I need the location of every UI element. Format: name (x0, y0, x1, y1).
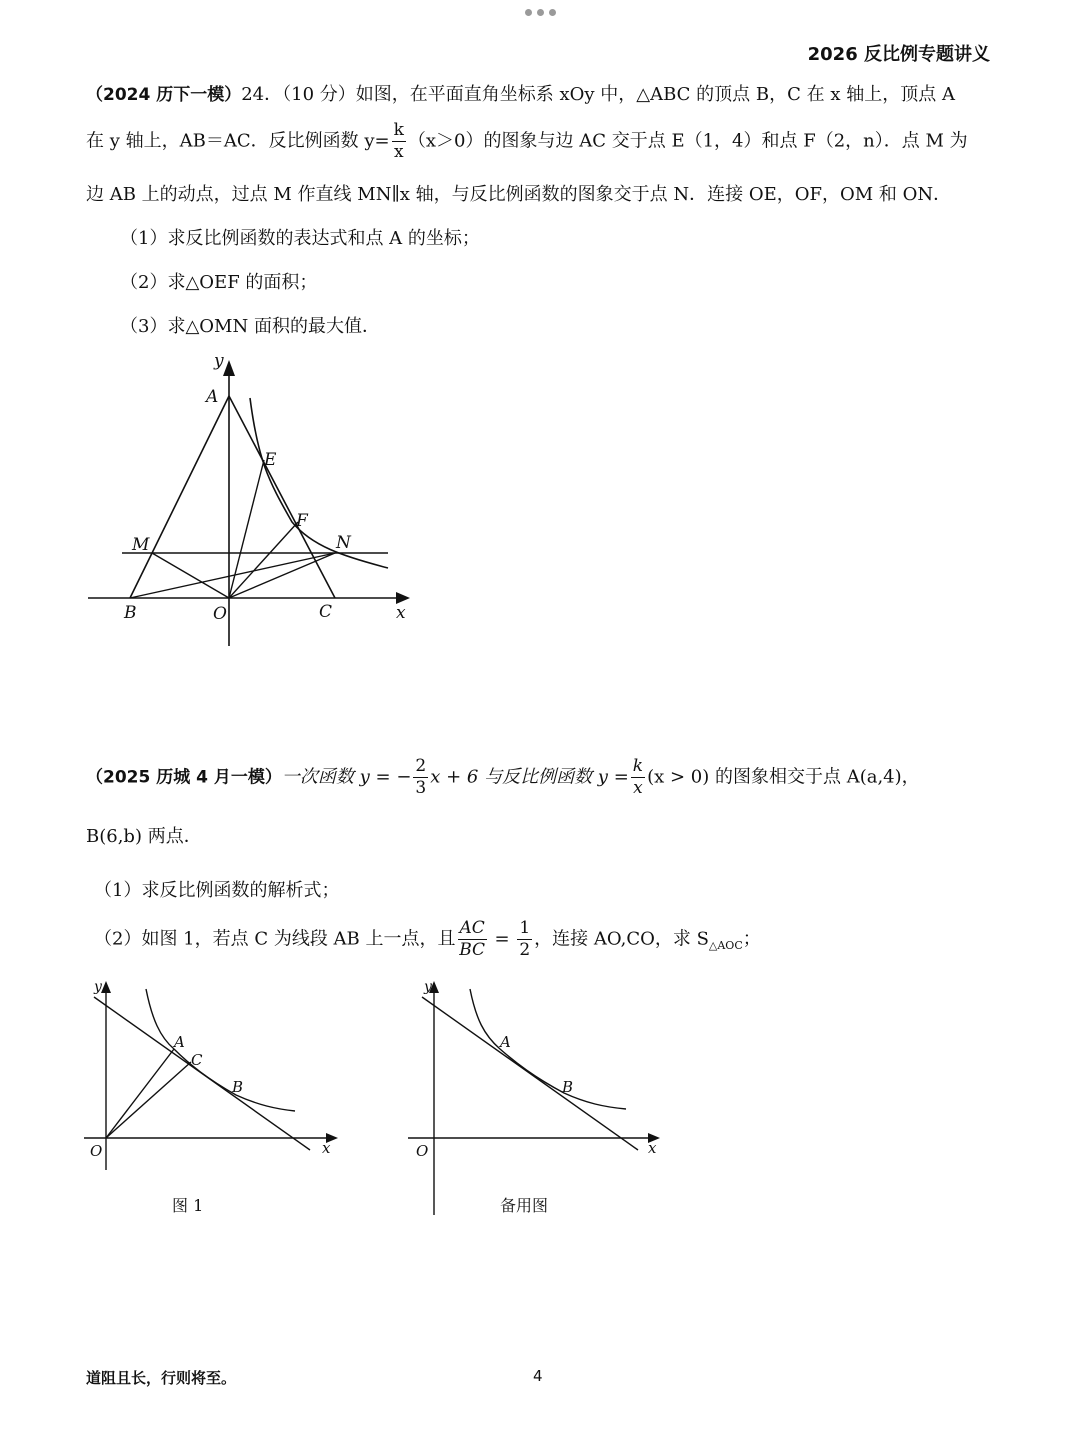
label-C: C (319, 602, 333, 622)
page-header-title: 2026 反比例专题讲义 (807, 44, 990, 65)
linear-function-line (422, 997, 638, 1150)
label-E: E (264, 450, 277, 470)
problem2-q2-end: ； (742, 928, 761, 950)
problem1-line2-b: （x＞0）的图象与边 AC 交于点 E（1，4）和点 F（2，n）．点 M 为 (407, 130, 968, 152)
label-B: B (232, 1078, 244, 1096)
fraction-denominator: 2 (519, 940, 531, 960)
problem1-source: （2024 历下一模） (86, 85, 242, 105)
fraction-denominator: 3 (415, 778, 427, 798)
y-axis-arrow-icon (223, 360, 235, 376)
label-O: O (213, 604, 227, 624)
problem2-line1-b: x + 6 与反比例函数 y = (430, 766, 629, 788)
dot (537, 9, 544, 16)
label-C: C (191, 1051, 203, 1069)
problem1-line3: 边 AB 上的动点，过点 M 作直线 MN∥x 轴，与反比例函数的图象交于点 N．连接 OE，OF，OM 和 ON． (86, 184, 952, 205)
problem1-line2 (86, 122, 968, 161)
fraction-denominator: x (633, 778, 643, 798)
problem2-fraction-half (517, 920, 532, 959)
label-y: y (424, 979, 432, 995)
problem2-fraction-ratio (458, 920, 487, 959)
y-axis-arrow-icon (101, 981, 111, 993)
problem2-q2-a: （2）如图 1，若点 C 为线段 AB 上一点，且 (94, 928, 456, 950)
fraction-numerator: 1 (519, 918, 531, 938)
footer-motto: 道阻且长，行则将至。 (86, 1369, 237, 1387)
problem2-backup-figure (404, 975, 674, 1220)
label-x: x (322, 1139, 331, 1157)
problem2-q2-subscript: △AOC (708, 939, 743, 953)
label-O: O (416, 1142, 429, 1160)
label-N: N (336, 533, 351, 553)
segment-OE (229, 460, 264, 598)
problem2-question2 (94, 920, 761, 959)
label-A: A (206, 387, 219, 407)
dot (525, 9, 532, 16)
fraction-numerator: AC (459, 918, 485, 938)
problem2-line1-a: 一次函数 y = − (281, 766, 412, 788)
problem2-q2-b: ，连接 AO,CO，求 S (534, 928, 709, 950)
label-B: B (562, 1078, 574, 1096)
label-F: F (296, 511, 308, 531)
dot (549, 9, 556, 16)
segment-BN (130, 553, 335, 598)
segment-OC (106, 1062, 191, 1138)
fraction-denominator: x (393, 142, 404, 162)
hyperbola-curve (470, 989, 626, 1109)
problem2-question1: （1）求反比例函数的解析式； (94, 880, 340, 901)
figure1-caption: 图 1 (172, 1196, 204, 1215)
fraction-numerator: 2 (415, 756, 427, 776)
problem2-figure1 (80, 975, 350, 1220)
problem2-fraction-kx (631, 758, 645, 797)
fraction-numerator: k (393, 120, 404, 140)
label-O: O (90, 1142, 103, 1160)
hyperbola-curve (250, 398, 388, 568)
label-A: A (500, 1033, 511, 1051)
label-y: y (214, 351, 224, 371)
label-M: M (132, 535, 150, 555)
label-x: x (396, 603, 406, 623)
fraction-denominator: BC (459, 940, 486, 960)
backup-figure-caption: 备用图 (500, 1196, 549, 1215)
problem2-line1 (86, 758, 920, 797)
segment-ON (229, 553, 335, 598)
problem2-line1-c: (x > 0) 的图象相交于点 A(a,4)， (647, 766, 920, 788)
problem1-question2: （2）求△OEF 的面积； (120, 272, 318, 293)
segment-AC (229, 396, 335, 598)
segment-AB (130, 396, 229, 598)
problem1-question3: （3）求△OMN 面积的最大值． (120, 316, 380, 337)
label-y: y (94, 979, 102, 995)
problem2-source: （2025 历城 4 月一模） (86, 767, 282, 788)
fraction-numerator: k (632, 756, 644, 776)
problem2-line2: B(6,b) 两点． (86, 826, 202, 847)
segment-OA (106, 1049, 174, 1138)
more-options-icon[interactable] (522, 6, 558, 18)
problem1-line1 (86, 80, 955, 106)
label-A: A (174, 1033, 185, 1051)
problem2-q2-eq: = (488, 928, 516, 950)
label-B: B (124, 603, 137, 623)
problem1-question1: （1）求反比例函数的表达式和点 A 的坐标； (120, 228, 480, 249)
problem1-figure (80, 350, 420, 650)
problem1-line2-a: 在 y 轴上，AB＝AC．反比例函数 y= (86, 130, 390, 152)
page-number: 4 (533, 1367, 543, 1385)
problem2-fraction-slope (413, 758, 428, 797)
label-x: x (648, 1139, 657, 1157)
problem1-line1-text: 24．（10 分）如图，在平面直角坐标系 xOy 中，△ABC 的顶点 B，C 在 x 轴上，顶点 A (241, 84, 955, 105)
problem1-fraction (392, 122, 406, 161)
